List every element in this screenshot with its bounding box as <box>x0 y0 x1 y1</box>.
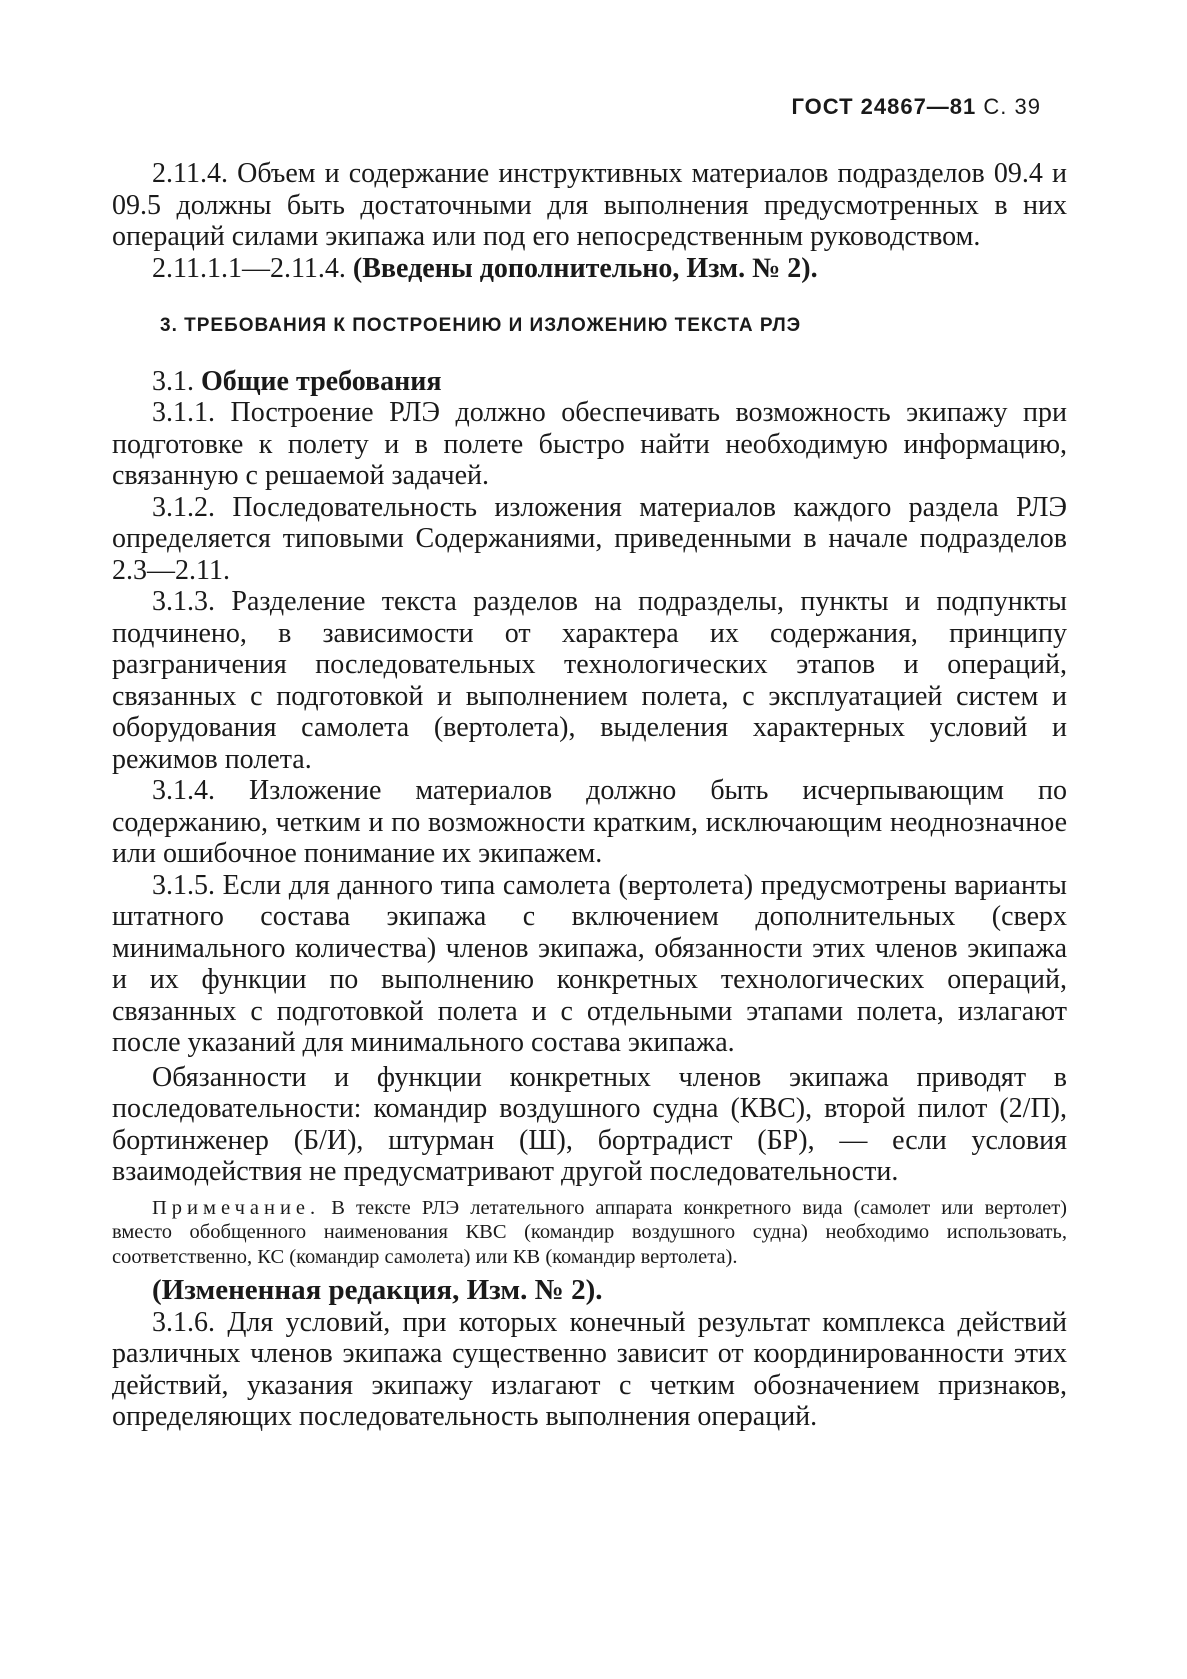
paragraph-duties: Обязанности и функции конкретных членов экипажа приводят в последовательности: командир воздушного судна (КВС), второй пилот (2/П), бортинженер (Б/И), штурман (Ш), бортрадист (БР), — если условия взаимодействия не предусматривают другой последовательности. <box>112 1061 1067 1187</box>
amendment-note-2: (Измененная редакция, Изм. № 2). <box>152 1274 603 1306</box>
standard-number: ГОСТ 24867—81 <box>791 94 977 119</box>
amendment-note-1 <box>112 253 1067 285</box>
amendment-text: (Введены дополнительно, Изм. № 2). <box>352 252 818 284</box>
paragraph-3-1-1: 3.1.1. Построение РЛЭ должно обеспечивать возможность экипажу при подготовке к полету и в полете быстро найти необходимую информацию, связанную с решаемой задачей. <box>112 397 1067 491</box>
paragraph-3-1-2: 3.1.2. Последовательность изложения материалов каждого раздела РЛЭ определяется типовыми Содержаниями, приведенными в начале подразделов 2.3—2.11. <box>112 491 1067 586</box>
subsection-3-1-heading <box>112 366 1067 398</box>
paragraph-2-11-4: 2.11.4. Объем и содержание инструктивных материалов подразделов 09.4 и 09.5 должны быть достаточными для выполнения предусмотренных в них операций силами экипажа или под его непосредственным руководством. <box>112 158 1067 252</box>
amendment-range: 2.11.1.1—2.11.4. <box>152 252 346 284</box>
paragraph-3-1-4: 3.1.4. Изложение материалов должно быть исчерпывающим по содержанию, четким и по возможности кратким, исключающим неоднозначное или ошибочное понимание их экипажем. <box>112 775 1067 869</box>
note-label: Примечание. <box>152 1196 321 1219</box>
page-header <box>791 94 1041 120</box>
subsection-title: Общие требования <box>201 365 442 397</box>
note-text: В тексте РЛЭ летательного аппарата конкретного вида (самолет или вертолет) вместо обобщенного наименования КВС (командир воздушного судна) необходимо использовать, соответственно, КС (командир самолета) или КВ (командир вертолета). <box>112 1196 1067 1268</box>
paragraph-3-1-5: 3.1.5. Если для данного типа самолета (вертолета) предусмотрены варианты штатного состава экипажа с включением дополнительных (сверх минимального количества) членов экипажа, обязанности этих членов экипажа и их функции по выполнению конкретных технологических операций, связанных с подготовкой полета и с отдельными этапами полета, излагают после указаний для минимального состава экипажа. <box>112 869 1067 1058</box>
paragraph-3-1-3: 3.1.3. Разделение текста разделов на подразделы, пункты и подпункты подчинено, в зависимости от характера их содержания, принципу разграничения последовательных технологических этапов и операций, связанных с подготовкой и выполнением полета, с эксплуатацией систем и оборудования самолета (вертолета), выделения характерных условий и режимов полета. <box>112 586 1067 775</box>
page-number: С. 39 <box>983 94 1041 119</box>
section-3-title: 3. ТРЕБОВАНИЯ К ПОСТРОЕНИЮ И ИЗЛОЖЕНИЮ ТЕКСТА РЛЭ <box>160 315 802 336</box>
subsection-number: 3.1. <box>152 365 194 397</box>
document-body <box>112 158 1067 1433</box>
paragraph-3-1-6: 3.1.6. Для условий, при которых конечный результат комплекса действий различных членов экипажа существенно зависит от координированности этих действий, указания экипажу излагают с четким обозначением признаков, определяющих последовательность выполнения операций. <box>112 1306 1067 1432</box>
note <box>112 1196 1067 1270</box>
